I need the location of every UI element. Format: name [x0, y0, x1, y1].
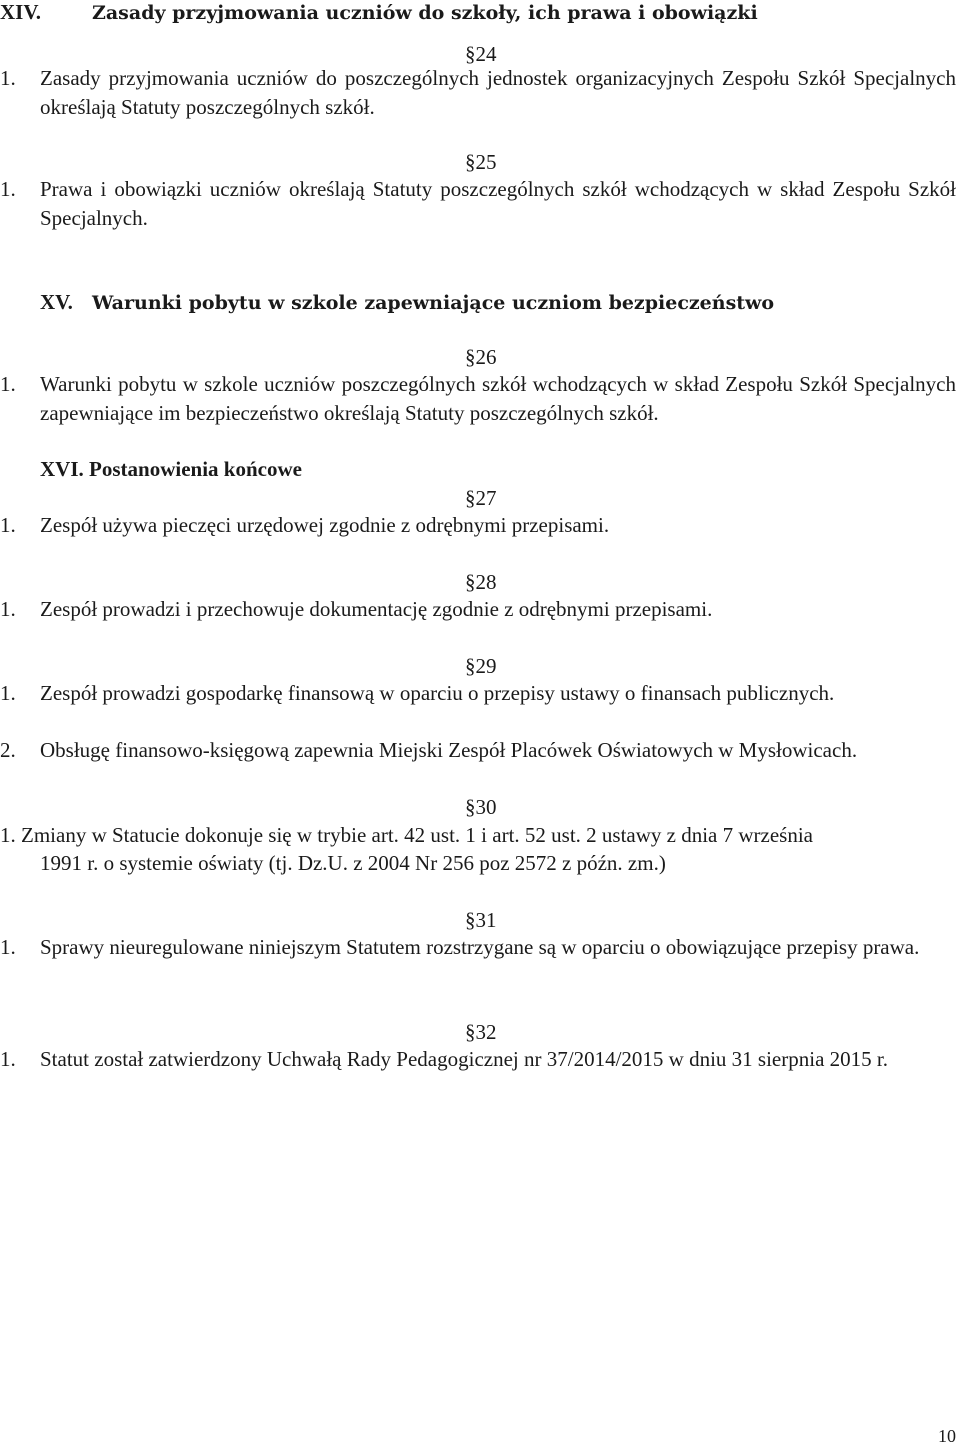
section-sign-icon: §	[465, 486, 476, 510]
paragraph-29-item-2: 2. Obsługę finansowo-księgową zapewnia Miejski Zespół Placówek Oświatowych w Mysłowicach.	[0, 738, 858, 762]
paragraph-27-item-1: 1. Zespół używa pieczęci urzędowej zgodnie z odrębnymi przepisami.	[0, 513, 610, 537]
paragraph-sign-32: §32	[465, 1020, 497, 1044]
paragraph-25-item-1: 1. Prawa i obowiązki uczniów określają Statuty poszczególnych szkół wchodzących w skład Zespołu Szkół Specjalnych.	[0, 177, 956, 230]
paragraph-sign-28: §28	[465, 570, 497, 594]
section-sign-icon: §	[465, 908, 476, 932]
section-sign-icon: §	[465, 795, 476, 819]
section-heading-xvi	[40, 455, 302, 484]
paragraph-sign-29: §29	[465, 654, 497, 678]
section-number: XVI.	[40, 457, 84, 481]
section-number: XV.	[40, 290, 73, 314]
paragraph-sign-27: §27	[465, 486, 497, 510]
paragraph-sign-26: §26	[465, 345, 497, 369]
section-heading-xiv	[0, 0, 758, 28]
paragraph-sign-31: §31	[465, 908, 497, 932]
paragraph-28-item-1: 1. Zespół prowadzi i przechowuje dokumentację zgodnie z odrębnymi przepisami.	[0, 597, 713, 621]
paragraph-31-item-1: 1. Sprawy nieuregulowane niniejszym Statutem rozstrzygane są w oparciu o obowiązujące przepisy prawa.	[0, 935, 920, 959]
section-heading-xv	[0, 288, 774, 318]
section-sign-icon: §	[465, 570, 476, 594]
section-title: Zasady przyjmowania uczniów do szkoły, ich prawa i obowiązki	[92, 2, 758, 24]
paragraph-30-item-1-line-1: 1. Zmiany w Statucie dokonuje się w trybie art. 42 ust. 1 i art. 52 ust. 2 ustawy z dnia 7 września	[0, 823, 814, 847]
section-sign-icon: §	[465, 150, 476, 174]
paragraph-sign-30: §30	[465, 795, 497, 819]
section-title: Warunki pobytu w szkole zapewniające uczniom bezpieczeństwo	[92, 292, 775, 314]
paragraph-sign-24: §24	[465, 42, 497, 66]
section-sign-icon: §	[465, 42, 476, 66]
section-sign-icon: §	[465, 345, 476, 369]
section-sign-icon: §	[465, 1020, 476, 1044]
section-sign-icon: §	[465, 654, 476, 678]
paragraph-29-item-1: 1. Zespół prowadzi gospodarkę finansową w oparciu o przepisy ustawy o finansach publicznych.	[0, 681, 835, 705]
paragraph-30-item-1-line-2: 1991 r. o systemie oświaty (tj. Dz.U. z 2004 Nr 256 poz 2572 z późn. zm.)	[40, 851, 666, 875]
page-number: 10	[938, 1426, 956, 1446]
paragraph-32-item-1: 1. Statut został zatwierdzony Uchwałą Rady Pedagogicznej nr 37/2014/2015 w dniu 31 sierpnia 2015 r.	[0, 1047, 888, 1071]
paragraph-24-item-1: 1. Zasady przyjmowania uczniów do poszczególnych jednostek organizacyjnych Zespołu Szkół Specjalnych określają Statuty poszczególnych szkół.	[0, 66, 956, 119]
paragraph-sign-25: §25	[465, 150, 497, 174]
paragraph-26-item-1: 1. Warunki pobytu w szkole uczniów poszczególnych szkół wchodzących w skład Zespołu Szkół Specjalnych zapewniające im bezpieczeństwo określają Statuty poszczególnych szkół.	[0, 372, 956, 425]
section-title: Postanowienia końcowe	[89, 457, 302, 481]
section-number: XIV.	[0, 0, 42, 24]
